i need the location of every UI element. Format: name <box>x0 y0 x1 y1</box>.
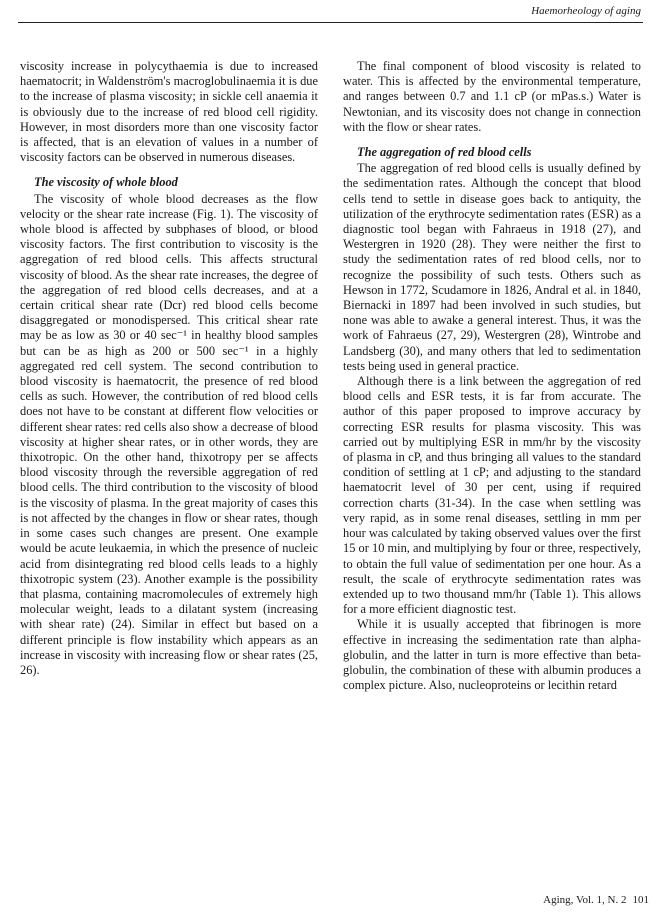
right-paragraph-4: While it is usually accepted that fibrinogen is more effective in increasing the sedimentation rate than alpha-globulin, and the latter in turn is more effective than beta-globulin, the combination of these with albumin produces a complex picture. Also, nucleoproteins or lecithin retard <box>343 617 641 693</box>
section-heading-aggregation: The aggregation of red blood cells <box>357 145 532 160</box>
right-paragraph-3: Although there is a link between the aggregation of red blood cells and ESR tests, it is far from accurate. The author of this paper proposed to improve accuracy by correcting ESR results for plasma viscosity. This was carried out by multiplying ESR in mm/hr by the viscosity of plasma in cP, and thus bringing all values to the standard condition of settling at 1 cP; and adjusting to the standard haematocrit level of 30 per cent, using if required correction charts (31-34). In the case when settling was very rapid, as in some renal diseases, settling in mm per hour was calculated by taking observed values over the first 15 or 10 min, and multiplying by four or three, respectively, to obtain the full value of sedimentation per one hour. As a result, the scale of erythrocyte sedimentation rates was extended up to two thousand mm/hr (Table 1). This allows for a more efficient diagnostic test. <box>343 374 641 617</box>
header-rule <box>18 22 643 23</box>
left-paragraph-1: viscosity increase in polycythaemia is due to increased haematocrit; in Waldenström's macroglobulinaemia it is due to the increase of plasma viscosity; in sickle cell anaemia it is obviously due to the increase of red blood cell rigidity. However, in most disorders more than one viscosity factor is affected, that is an elevation of values in a number of viscosity factors can be observed in numerous diseases. <box>20 59 318 165</box>
left-paragraph-2: The viscosity of whole blood decreases as the flow velocity or the shear rate increase (Fig. 1). The viscosity of whole blood is affected by subphases of blood, or blood viscosity factors. The first contribution to viscosity is the aggregation of red blood cells. This affects structural viscosity of blood. As the shear rate increases, the degree of the aggregation of red blood cells decreases, and at a certain critical shear rate (Dcr) red blood cells become disaggregated or monodispersed. This critical shear rate may be as low as 30 or 40 sec⁻¹ in healthy blood samples but can be as high as 200 or 500 sec⁻¹ in a highly aggregated red cell system. The second contribution to blood viscosity is haematocrit, the presence of red blood cells as such. However, the contribution of red blood cells does not have to be constant at different flow velocities or different shear rates: red cells also show a decrease of blood viscosity at higher shear rates, or in other words, they are thixotropic. On the other hand, thixotropy per se affects blood viscosity through the reversible aggregation of red blood cells. The third contribution to the viscosity of blood is the viscosity of plasma. In the great majority of cases this is not affected by the changes in flow or shear rates, though in some cases such changes are present. One example would be acute leukaemia, in which the presence of nucleic acid from disintegrating red blood cells leads to a highly thixotropic system (23). Another example is the possibility that plasma, containing macromolecules of extremely high molecular weight, leads to a dilatant system (increasing with shear rate) (24). Similar in effect but based on a different principle is flow instability which appears as an increase in viscosity with increasing flow or shear rates (25, 26). <box>20 191 318 677</box>
page-number: 101 <box>632 894 649 906</box>
journal-citation: Aging, Vol. 1, N. 2 <box>543 894 627 906</box>
left-column <box>20 59 318 678</box>
running-header: Haemorheology of aging <box>531 5 641 17</box>
page-footer <box>543 894 649 906</box>
right-column <box>343 59 641 693</box>
section-heading-whole-blood: The viscosity of whole blood <box>34 175 178 190</box>
right-paragraph-1: The final component of blood viscosity is related to water. This is affected by the environmental temperature, and ranges between 0.7 and 1.1 cP (or mPas.s.) Water is Newtonian, and its viscosity does not change in connection with the flow or shear rates. <box>343 59 641 134</box>
right-paragraph-2: The aggregation of red blood cells is usually defined by the sedimentation rates. Although the concept that blood cells tend to settle in disease goes back to antiquity, the utilization of the erythrocyte sedimentation rates (ESR) as a diagnostic tool began with Fahraeus in 1918 (27), and Westergren in 1920 (28). They were neither the first to study the sedimentation rates of red blood cells, nor to recognize the possibility of such tests. Others such as Hewson in 1772, Scudamore in 1826, Andral et al. in 1840, Biernacki in 1897 had been involved in such studies, but none was able to awake a general interest. Thus, it was the work of Fahraeus (27, 29), Westergren (28), Wintrobe and Landsberg (30), and many others that led to sedimentation tests being used in general practice. <box>343 161 641 373</box>
